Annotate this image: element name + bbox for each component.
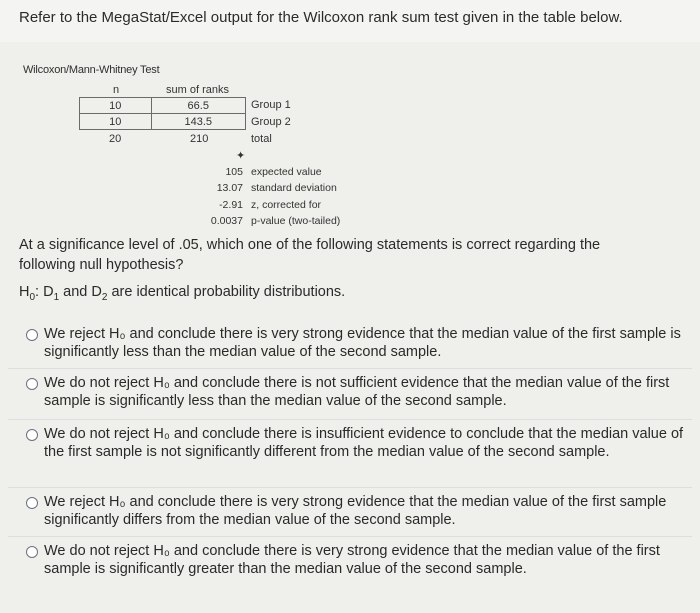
table-row	[80, 98, 246, 114]
hyp-sep: : D	[35, 284, 54, 300]
divider	[8, 368, 692, 369]
option-text: We do not reject H₀ and conclude there is very strong evidence that the median value of the first sample is significantly greater than the median value of the second sample.	[44, 543, 660, 577]
group-2-label: Group 2	[251, 116, 291, 128]
divider	[8, 419, 692, 420]
hyp-rest: are identical probability distributions.	[107, 284, 346, 300]
total-label: total	[251, 133, 272, 145]
option-text: We reject H₀ and conclude there is very strong evidence that the median value of the first sample significantly differs from the median value of the second sample.	[44, 494, 667, 528]
radio-button-icon[interactable]	[26, 429, 38, 441]
option-2[interactable]	[17, 374, 693, 414]
stat-label: expected value	[251, 166, 322, 178]
total-n: 20	[109, 133, 122, 145]
option-5[interactable]	[17, 542, 693, 582]
question-text: At a significance level of .05, which one of the following statements is correct regarding the following null hypothesis?	[19, 237, 601, 273]
table-title: Wilcoxon/Mann-Whitney Test	[23, 64, 160, 76]
radio-button-icon[interactable]	[26, 378, 38, 390]
option-3[interactable]	[17, 425, 693, 483]
null-hypothesis	[19, 284, 345, 303]
d1-sub: 1	[53, 291, 60, 303]
group-1-label: Group 1	[251, 99, 291, 111]
stat-label: standard deviation	[251, 182, 337, 194]
intro-text: Refer to the MegaStat/Excel output for the Wilcoxon rank sum test given in the table below.	[19, 9, 623, 26]
cell-n: 10	[80, 114, 152, 130]
intro-bar	[0, 0, 700, 43]
d2-sub: 2	[101, 291, 108, 303]
option-4[interactable]	[17, 493, 693, 533]
radio-button-icon[interactable]	[26, 497, 38, 509]
stat-label: z, corrected for	[251, 199, 322, 211]
total-sum: 210	[190, 133, 209, 145]
option-text: We do not reject H₀ and conclude there is not sufficient evidence that the median value of the first sample is significantly less than the median value of the second sample.	[44, 375, 670, 409]
wilcoxon-table	[79, 97, 246, 130]
option-1[interactable]	[17, 325, 693, 365]
cell-sum: 66.5	[151, 98, 245, 114]
hyp-mid: and D	[59, 284, 102, 300]
stat-value: -2.91	[219, 199, 243, 211]
header-n: n	[113, 84, 120, 96]
h-sub: 0	[29, 291, 36, 303]
header-sum-of-ranks: sum of ranks	[166, 84, 229, 96]
h-letter: H	[19, 284, 30, 300]
stat-value: 105	[225, 166, 243, 178]
option-text: We reject H₀ and conclude there is very strong evidence that the median value of the first sample is significantly less than the median value of the second sample.	[44, 326, 681, 360]
radio-button-icon[interactable]	[26, 546, 38, 558]
divider	[8, 536, 692, 537]
stat-value: 13.07	[216, 182, 243, 194]
cell-n: 10	[80, 98, 152, 114]
table-row	[80, 114, 246, 130]
divider	[8, 487, 692, 488]
stat-label: p-value (two-tailed)	[251, 215, 341, 227]
option-text: We do not reject H₀ and conclude there is insufficient evidence to conclude that the median value of the first sample is not significantly different from the median value of the second sample.	[44, 426, 684, 460]
radio-button-icon[interactable]	[26, 329, 38, 341]
stat-value: 0.0037	[210, 215, 243, 227]
cell-sum: 143.5	[151, 114, 245, 130]
mouse-cursor-icon: ✦	[236, 150, 246, 162]
